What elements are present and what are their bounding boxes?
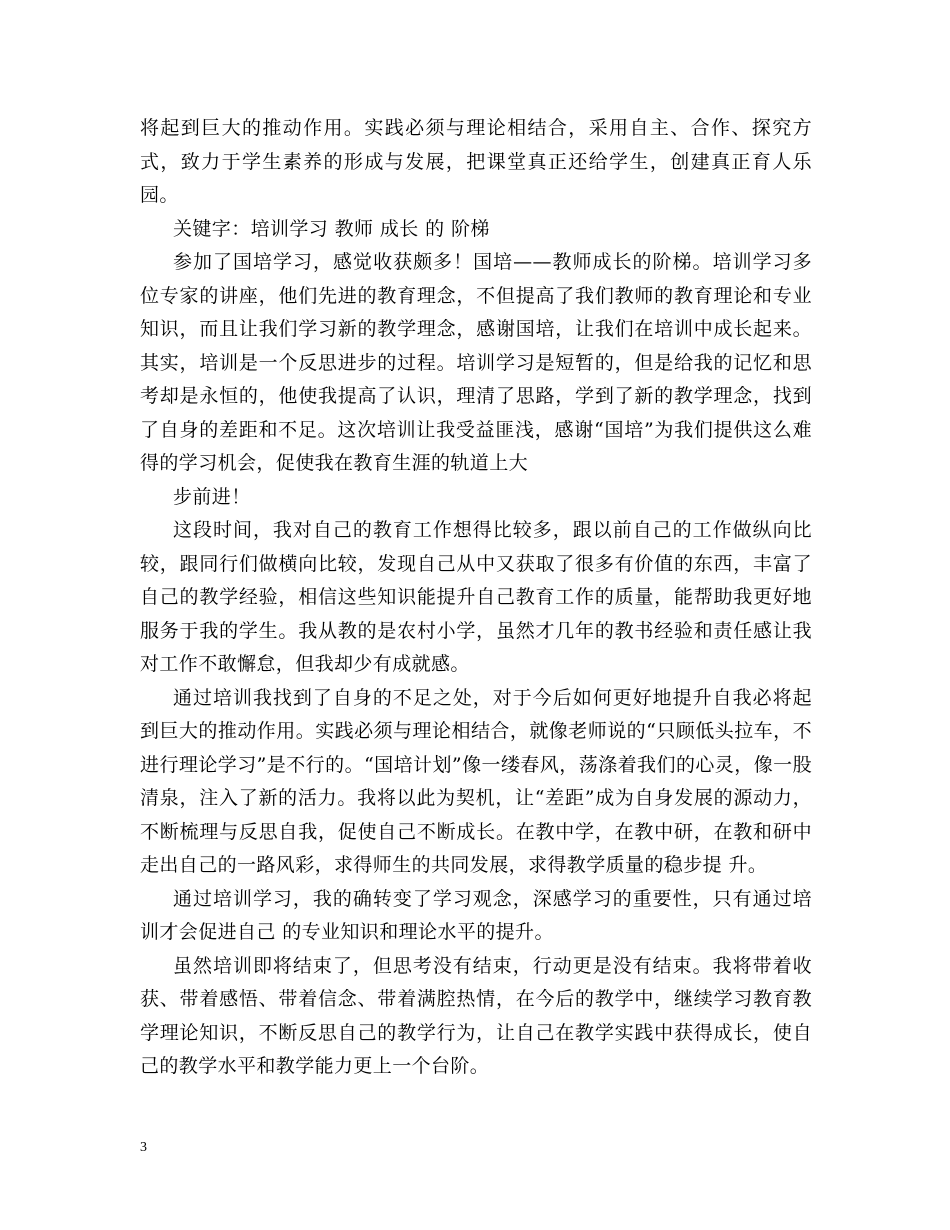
paragraph-intro-continuation: 将起到巨大的推动作用。实践必须与理论相结合，采用自主、合作、探究方式，致力于学生素养的形成与发展，把课堂真正还给学生，创建真正育人乐园。 (140, 117, 812, 206)
paragraph-reflection-period: 这段时间，我对自己的教育工作想得比较多，跟以前自己的工作做纵向比较，跟同行们做横向比较，发现自己从中又获取了很多有价值的东西，丰富了自己的教学经验，相信这些知识能提升自己教育工作的质量，能帮助我更好地服务于我的学生。我从教的是农村小学，虽然才几年的教书经验和责任感让我对工作不敢懈怠，但我却少有成就感。 (140, 519, 812, 675)
document-body (140, 112, 812, 1084)
paragraph-step-forward: 步前进！ (173, 485, 251, 508)
keywords-line: 关键字：培训学习 教师 成长 的 阶梯 (173, 217, 490, 240)
paragraph-conclusion: 虽然培训即将结束了，但思考没有结束，行动更是没有结束。我将带着收获、带着感悟、带着信念、带着满腔热情，在今后的教学中，继续学习教育教学理论知识，不断反思自己的教学行为，让自己在教学实践中获得成长，使自己的教学水平和教学能力更上一个台阶。 (140, 954, 812, 1077)
paragraph-learning-concept: 通过培训学习，我的确转变了学习观念，深感学习的重要性，只有通过培训才会促进自己 的专业知识和理论水平的提升。 (140, 887, 812, 943)
paragraph-shortcomings: 通过培训我找到了自身的不足之处，对于今后如何更好地提升自我必将起到巨大的推动作用。实践必须与理论相结合，就像老师说的“只顾低头拉车，不进行理论学习”是不行的。“国培计划”像一缕春风，荡涤着我们的心灵，像一股清泉，注入了新的活力。我将以此为契机，让“差距”成为自身发展的源动力，不断梳理与反思自我，促使自己不断成长。在教中学，在教中研，在教和研中走出自己的一路风彩，求得师生的共同发展，求得教学质量的稳步提 升。 (140, 686, 812, 876)
page-number: 3 (140, 1140, 147, 1155)
paragraph-guopei-gains: 参加了国培学习，感觉收获颇多！国培——教师成长的阶梯。培训学习多位专家的讲座，他们先进的教育理念，不但提高了我们教师的教育理论和专业知识，而且让我们学习新的教学理念，感谢国培，让我们在培训中成长起来。其实，培训是一个反思进步的过程。培训学习是短暂的，但是给我的记忆和思考却是永恒的，他使我提高了认识，理清了思路，学到了新的教学理念，找到了自身的差距和不足。这次培训让我受益匪浅，感谢“国培”为我们提供这么难得的学习机会，促使我在教育生涯的轨道上大 (140, 251, 812, 474)
